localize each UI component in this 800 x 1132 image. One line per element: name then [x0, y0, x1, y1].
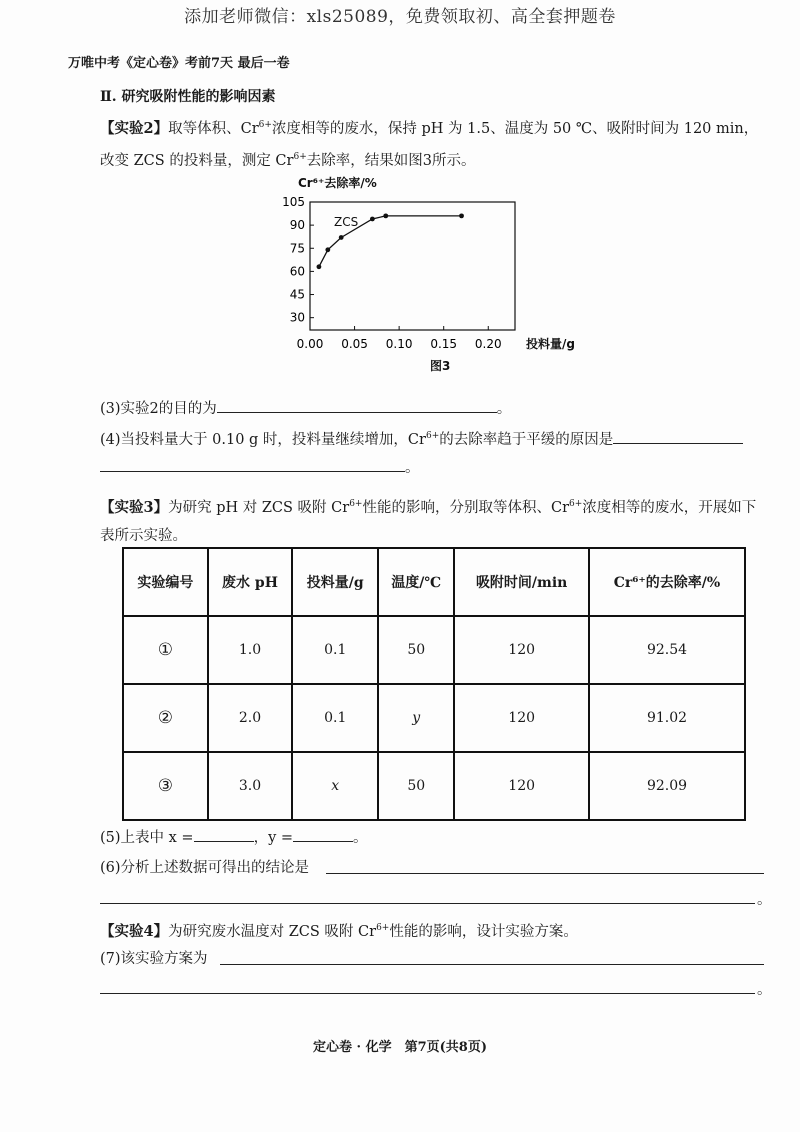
q5-text-a: (5)上表中 x =	[100, 830, 194, 846]
data-point	[325, 247, 330, 252]
q4-sup: 6+	[425, 431, 440, 442]
q7-end: 。	[757, 982, 772, 998]
removal-rate-chart	[270, 170, 600, 385]
table-header-cell: 温度/℃	[378, 548, 454, 616]
question-7	[100, 947, 208, 968]
y-tick-label: 60	[289, 264, 305, 279]
question-6	[100, 856, 309, 877]
q5-y-blank[interactable]	[293, 827, 353, 842]
q4-end: 。	[405, 460, 420, 476]
q4-text-a: (4)当投料量大于 0.10 g 时，投料量继续增加，Cr	[100, 432, 426, 448]
exp2-text-b: 浓度相等的废水，保持 pH 为 1.5、温度为 50 ℃、吸附时间为 120 min，改变 ZCS 的投料量，测定 Cr	[100, 120, 759, 169]
q5-end: 。	[353, 830, 368, 846]
table-cell: ①	[123, 616, 208, 684]
q6-text: (6)分析上述数据可得出的结论是	[100, 860, 310, 876]
x-tick-label: 0.10	[385, 337, 413, 351]
experiment-3-paragraph	[100, 490, 768, 550]
q4-answer-blank-2[interactable]	[100, 457, 405, 472]
x-tick-label: 0.15	[430, 337, 458, 351]
question-4-line-2	[100, 456, 420, 477]
table-row	[123, 616, 745, 684]
q6-end: 。	[757, 892, 772, 908]
experiment-4-paragraph	[100, 914, 768, 946]
exp2-sup2: 6+	[293, 151, 307, 162]
experiment-3-table	[122, 547, 746, 821]
q4-answer-blank-1[interactable]	[613, 429, 743, 444]
y-tick-label: 90	[289, 218, 305, 233]
table-cell: 2.0	[208, 684, 293, 752]
table-cell: 120	[454, 752, 589, 820]
watermark-text: 添加老师微信：xls25089，免费领取初、高全套押题卷	[184, 7, 616, 27]
table-cell: 3.0	[208, 752, 293, 820]
table-cell: 0.1	[292, 684, 378, 752]
exp3-text-b: 性能的影响，分别取等体积、Cr	[362, 499, 570, 516]
section-title: Ⅱ. 研究吸附性能的影响因素	[100, 89, 276, 105]
exp4-text-b: 性能的影响，设计实验方案。	[389, 923, 578, 940]
y-tick-label: 105	[282, 195, 305, 209]
question-5	[100, 826, 368, 847]
chart-x-axis-label: 投料量/g	[526, 337, 575, 351]
table-cell: x	[292, 752, 378, 820]
table-cell: 92.54	[589, 616, 745, 684]
y-tick-label: 45	[289, 287, 305, 302]
q3-answer-blank[interactable]	[217, 398, 497, 413]
q7-answer-line-2[interactable]	[100, 993, 755, 994]
exp4-text-a: 为研究废水温度对 ZCS 吸附 Cr	[168, 923, 377, 940]
q7-answer-line-1[interactable]	[220, 964, 764, 965]
exp3-text-c: 浓度相等的废水，开展如下表所示实验。	[100, 499, 757, 544]
chart-y-axis-title: Cr⁶⁺去除率/%	[298, 176, 377, 190]
q7-text: (7)该实验方案为	[100, 951, 208, 967]
table-cell: y	[378, 684, 454, 752]
exp3-sup1: 6+	[349, 499, 363, 509]
q3-end: 。	[496, 401, 512, 417]
exp2-text-c: 去除率，结果如图3所示。	[306, 152, 476, 169]
table-cell: 1.0	[208, 616, 293, 684]
exam-header: 万唯中考《定心卷》考前7天 最后一卷	[68, 56, 290, 71]
q6-answer-line-1[interactable]	[326, 873, 764, 874]
q4-text-b: 的去除率趋于平缓的原因是	[439, 432, 614, 448]
question-3	[100, 397, 511, 418]
x-tick-label: 0.20	[474, 337, 502, 351]
table-cell: 50	[378, 616, 454, 684]
page-footer: 定心卷 · 化学 第7页(共8页)	[313, 1040, 487, 1055]
data-point	[459, 213, 464, 218]
experiment-3-label: 【实验3】	[100, 498, 169, 516]
question-4	[100, 428, 770, 449]
q3-text: (3)实验2的目的为	[100, 401, 217, 417]
x-tick-label: 0.00	[296, 337, 324, 351]
table-cell: 0.1	[292, 616, 378, 684]
q5-x-blank[interactable]	[194, 827, 254, 842]
exp3-text-a: 为研究 pH 对 ZCS 吸附 Cr	[168, 499, 350, 516]
table-header-row	[123, 548, 745, 616]
exp2-text-a: 取等体积、Cr	[168, 120, 259, 137]
table-row	[123, 752, 745, 820]
table-cell: 91.02	[589, 684, 745, 752]
chart-caption: 图3	[430, 359, 451, 373]
table-cell: ②	[123, 684, 208, 752]
data-point	[383, 213, 388, 218]
table-header-cell: 实验编号	[123, 548, 208, 616]
table-cell: 120	[454, 616, 589, 684]
series-label-zcs: ZCS	[334, 215, 359, 229]
exp3-sup2: 6+	[569, 499, 583, 509]
table-header-cell: Cr⁶⁺的去除率/%	[589, 548, 745, 616]
table-cell: 50	[378, 752, 454, 820]
data-point	[370, 217, 375, 222]
experiment-2-paragraph	[100, 111, 768, 175]
y-tick-label: 30	[289, 310, 305, 325]
exp2-sup1: 6+	[258, 120, 272, 130]
x-tick-label: 0.05	[341, 337, 368, 351]
q6-answer-line-2[interactable]	[100, 903, 755, 904]
table-cell: 120	[454, 684, 589, 752]
data-point	[339, 235, 344, 240]
table-header-cell: 废水 pH	[208, 548, 293, 616]
experiment-2-label: 【实验2】	[100, 119, 169, 137]
table-header-cell: 投料量/g	[292, 548, 378, 616]
exp4-sup: 6+	[376, 923, 390, 933]
table-row	[123, 684, 745, 752]
table-cell: 92.09	[589, 752, 745, 820]
y-tick-label: 75	[289, 241, 305, 256]
experiment-4-label: 【实验4】	[100, 922, 169, 940]
q5-text-b: ，y =	[253, 830, 294, 846]
data-point	[317, 264, 322, 269]
table-cell: ③	[123, 752, 208, 820]
table-header-cell: 吸附时间/min	[454, 548, 589, 616]
